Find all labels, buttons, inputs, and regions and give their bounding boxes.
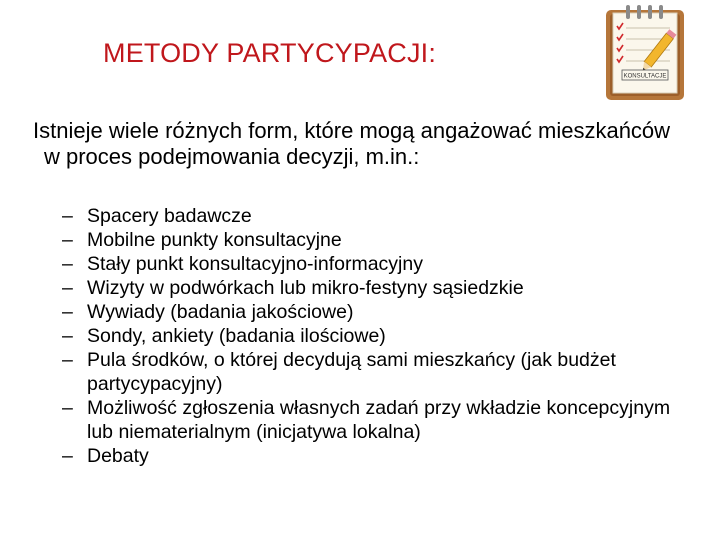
list-item-text: Mobilne punkty konsultacyjne	[87, 229, 342, 251]
list-item-text: Sondy, ankiety (badania ilościowe)	[87, 325, 386, 347]
list-item-text: Wizyty w podwórkach lub mikro-festyny sąsiedzkie	[87, 277, 524, 299]
list-item-text: Spacery badawcze	[87, 205, 252, 227]
list-item	[62, 324, 672, 348]
clipboard-label: KONSULTACJE	[623, 73, 667, 80]
list-item-text: Wywiady (badania jakościowe)	[87, 301, 354, 323]
list-item	[62, 228, 672, 252]
slide-title: METODY PARTYCYPACJI:	[103, 38, 437, 68]
list-item	[62, 348, 672, 396]
bullet-dash: –	[62, 349, 73, 371]
clipboard-checklist-icon	[604, 4, 686, 102]
list-item	[62, 252, 672, 276]
list-item-text: Stały punkt konsultacyjno-informacyjny	[87, 253, 423, 275]
bullet-dash: –	[62, 325, 73, 347]
list-item	[62, 300, 672, 324]
list-item-text: Możliwość zgłoszenia własnych zadań przy wkładzie koncepcyjnym lub niematerialnym (inicjatywa lokalna)	[87, 397, 671, 443]
bullet-dash: –	[62, 277, 73, 299]
intro-text: Istnieje wiele różnych form, które mogą angażować mieszkańców w proces podejmowania decyzji, m.in.:	[33, 118, 671, 169]
list-item	[62, 276, 672, 300]
bullet-dash: –	[62, 229, 73, 251]
list-item	[62, 396, 672, 444]
methods-list	[62, 204, 672, 468]
list-item	[62, 204, 672, 228]
bullet-dash: –	[62, 445, 73, 467]
list-item-text: Pula środków, o której decydują sami mieszkańcy (jak budżet partycypacyjny)	[87, 349, 616, 395]
bullet-dash: –	[62, 253, 73, 275]
list-item	[62, 444, 672, 468]
bullet-dash: –	[62, 205, 73, 227]
bullet-dash: –	[62, 301, 73, 323]
bullet-dash: –	[62, 397, 73, 419]
list-item-text: Debaty	[87, 445, 149, 467]
